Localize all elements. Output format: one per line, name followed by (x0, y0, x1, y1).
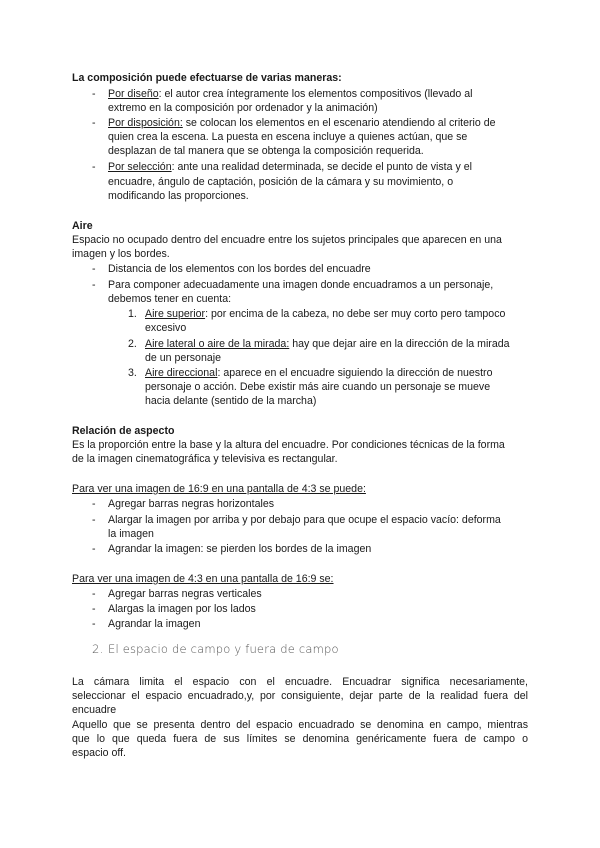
sub2-title: Para ver una imagen de 4:3 en una pantalla de 16:9 se: (72, 573, 334, 585)
aire-numbered-item (145, 366, 492, 380)
item-text: : ante una realidad determinada, se decide el punto de vista y el (171, 161, 472, 173)
aire-bullet: Para componer adecuadamente una imagen donde encuadramos a un personaje, (108, 279, 494, 291)
aire-heading: Aire (72, 220, 93, 232)
sub2-bullet: Alargas la imagen por los lados (108, 603, 256, 615)
aire-numbered-cont: de un personaje (145, 352, 221, 364)
aire-numbered-cont: hacia delante (sentido de la marcha) (145, 395, 317, 407)
espacio-para1: La cámara limita el espacio con el encuadre. Encuadrar significa necesariamente, (72, 676, 528, 688)
sub1-bullet-cont: la imagen (108, 528, 154, 540)
sub1-bullet: Agregar barras negras horizontales (108, 498, 275, 510)
bullet-dash: - (92, 161, 96, 173)
item-term: Aire lateral o aire de la mirada: (145, 338, 290, 350)
bullet-dash: - (92, 603, 96, 615)
composicion-item-3 (108, 160, 472, 174)
aire-intro: imagen y los bordes. (72, 248, 170, 260)
espacio-para1: encuadre (72, 704, 117, 716)
section-title: El espacio de campo y fuera de campo (108, 642, 339, 656)
composicion-item-3-cont: encuadre, ángulo de captación, posición de la cámara y su movimiento, o (108, 176, 454, 188)
section-number: 2. (92, 642, 104, 656)
espacio-para2: espacio off. (72, 747, 126, 759)
composicion-item-2-cont: desplazan de tal manera que se obtenga la composición requerida. (108, 145, 424, 157)
bullet-dash: - (92, 117, 96, 129)
sub2-bullet: Agregar barras negras verticales (108, 588, 262, 600)
item-term: Aire direccional (145, 367, 218, 379)
sub1-title: Para ver una imagen de 16:9 en una pantalla de 4:3 se puede: (72, 483, 366, 495)
espacio-para1: seleccionar el espacio encuadrado,y, por consiguiente, dejar parte de la realidad fuera del (72, 690, 528, 702)
aire-numbered-item (145, 307, 505, 321)
relacion-intro: de la imagen cinematográfica y televisiva es rectangular. (72, 453, 338, 465)
sub1-bullet: Alargar la imagen por arriba y por debajo para que ocupe el espacio vacío: deforma (108, 514, 501, 526)
item-term: Por disposición: (108, 117, 183, 129)
bullet-dash: - (92, 279, 96, 291)
bullet-dash: - (92, 514, 96, 526)
aire-numbered-cont: excesivo (145, 322, 187, 334)
item-text: : el autor crea íntegramente los elementos compositivos (llevado al (158, 88, 473, 100)
list-number: 2. (128, 338, 137, 350)
bullet-dash: - (92, 263, 96, 275)
item-term: Por diseño (108, 88, 159, 100)
aire-intro: Espacio no ocupado dentro del encuadre entre los sujetos principales que aparecen en una (72, 234, 502, 246)
relacion-heading: Relación de aspecto (72, 425, 175, 437)
item-term: Aire superior (145, 308, 206, 320)
espacio-para2: que lo que queda fuera de sus límites se denomina genéricamente fuera de campo o (72, 733, 528, 745)
aire-bullet: Distancia de los elementos con los bordes del encuadre (108, 263, 371, 275)
list-number: 3. (128, 367, 137, 379)
sub2-bullet: Agrandar la imagen (108, 618, 201, 630)
item-text: hay que dejar aire en la dirección de la mirada (289, 338, 510, 350)
composicion-item-1 (108, 87, 473, 101)
relacion-intro: Es la proporción entre la base y la altura del encuadre. Por condiciones técnicas de la forma (72, 439, 505, 451)
composicion-heading: La composición puede efectuarse de varias maneras: (72, 72, 342, 84)
bullet-dash: - (92, 88, 96, 100)
item-text: se colocan los elementos en el escenario atendiendo al criterio de (182, 117, 496, 129)
aire-numbered-cont: personaje o acción. Debe existir más aire cuando un personaje se mueve (145, 381, 491, 393)
composicion-item-1-cont: extremo en la composición por ordenador y la animación) (108, 102, 378, 114)
aire-numbered-item (145, 337, 510, 351)
composicion-item-2-cont: quien crea la escena. La puesta en escena incluye a quienes actúan, que se (108, 131, 468, 143)
item-text: : por encima de la cabeza, no debe ser muy corto pero tampoco (205, 308, 506, 320)
espacio-para2: Aquello que se presenta dentro del espacio encuadrado se denomina en campo, mientras (72, 719, 528, 731)
composicion-item-3-cont: modificando las proporciones. (108, 190, 249, 202)
list-number: 1. (128, 308, 137, 320)
bullet-dash: - (92, 618, 96, 630)
item-text: : aparece en el encuadre siguiendo la dirección de nuestro (217, 367, 493, 379)
bullet-dash: - (92, 588, 96, 600)
bullet-dash: - (92, 498, 96, 510)
composicion-item-2 (108, 116, 496, 130)
aire-bullet-cont: debemos tener en cuenta: (108, 293, 232, 305)
sub1-bullet: Agrandar la imagen: se pierden los bordes de la imagen (108, 543, 372, 555)
item-term: Por selección (108, 161, 172, 173)
bullet-dash: - (92, 543, 96, 555)
